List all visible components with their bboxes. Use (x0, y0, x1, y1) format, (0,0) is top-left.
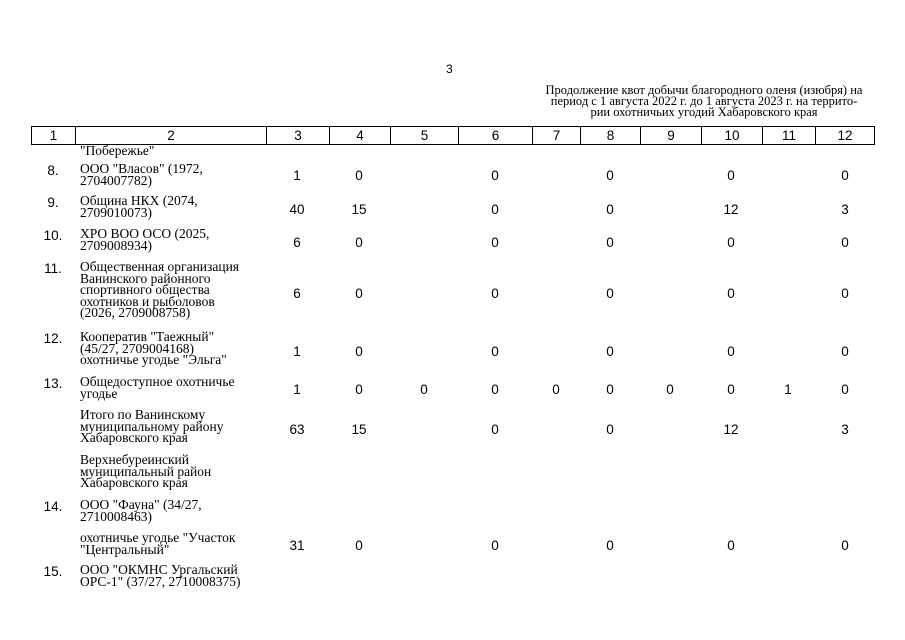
column-header: 3 (267, 127, 330, 145)
name-line: (2026, 2709008758) (80, 305, 191, 320)
name-line: Кооператив "Таежный" (80, 329, 215, 344)
quota-value-col10: 0 (727, 235, 735, 250)
name-line: Итого по Ванинскому (80, 407, 206, 422)
name-line: "Центральный" (80, 541, 170, 557)
column-header: 11 (763, 127, 816, 145)
row-number: 13. (43, 376, 63, 391)
name-line: охотников и рыболовов (80, 293, 215, 309)
quota-value-col10: 0 (727, 286, 735, 301)
name-line: ООО "Фауна" (34/27, (80, 497, 202, 512)
name-line: Общественная организация (80, 259, 240, 274)
quota-value-col4: 0 (355, 168, 363, 183)
quota-value-col10: 12 (723, 422, 739, 437)
column-header: 9 (641, 127, 702, 145)
name-line: угодье (80, 385, 118, 401)
quota-value-col3: 31 (289, 538, 305, 553)
hunting-ground-name (80, 532, 270, 555)
quota-value-col11: 1 (784, 382, 792, 397)
hunting-ground-name (80, 564, 270, 587)
quota-value-col8: 0 (606, 168, 614, 183)
name-line: Хабаровского края (80, 475, 188, 490)
quota-value-col12: 0 (841, 286, 849, 301)
row-number: 12. (43, 331, 63, 346)
hunting-ground-name (80, 145, 270, 157)
column-header: 1 (32, 127, 76, 145)
quota-value-col3: 40 (289, 202, 305, 217)
column-header: 4 (330, 127, 391, 145)
quota-value-col6: 0 (491, 344, 499, 359)
hunting-ground-name (80, 261, 270, 319)
name-line: охотничье угодье "Участок (80, 530, 236, 545)
heading-line: Продолжение квот добычи благородного оленя (изюбря) на (545, 83, 863, 97)
quota-value-col12: 0 (841, 344, 849, 359)
quota-value-col6: 0 (491, 382, 499, 397)
quota-value-col6: 0 (491, 286, 499, 301)
name-line: спортивного общества (80, 282, 210, 297)
name-line: ОРС-1" (37/27, 2710008375) (80, 573, 241, 589)
quota-value-col12: 0 (841, 168, 849, 183)
quota-value-col4: 0 (355, 344, 363, 359)
row-number: 14. (43, 499, 63, 514)
quota-value-col10: 0 (727, 344, 735, 359)
quota-value-col8: 0 (606, 286, 614, 301)
name-line: Хабаровского края (80, 430, 188, 445)
row-number: 10. (43, 228, 63, 243)
column-header: 5 (391, 127, 459, 145)
name-line: муниципальный район (80, 463, 212, 479)
name-line: 2709010073) (80, 204, 152, 220)
name-line: муниципальному району (80, 418, 224, 434)
quota-value-col6: 0 (491, 422, 499, 437)
quota-value-col3: 1 (293, 168, 301, 183)
column-header: 6 (459, 127, 533, 145)
name-line: Община НКХ (2074, (80, 193, 198, 208)
name-line: 2709008934) (80, 237, 152, 253)
quota-value-col8: 0 (606, 202, 614, 217)
name-line: Общедоступное охотничье (80, 374, 235, 389)
column-header: 8 (581, 127, 641, 145)
quota-value-col4: 0 (355, 235, 363, 250)
column-header: 10 (702, 127, 763, 145)
hunting-ground-name (80, 376, 270, 399)
quota-value-col12: 0 (841, 382, 849, 397)
quota-value-col3: 6 (293, 235, 301, 250)
quota-value-col4: 15 (351, 422, 367, 437)
hunting-ground-name (80, 228, 270, 251)
quota-value-col12: 0 (841, 235, 849, 250)
quota-value-col8: 0 (606, 344, 614, 359)
quota-value-col6: 0 (491, 168, 499, 183)
name-line: Верхнебуреинский (80, 452, 190, 467)
quota-value-col5: 0 (420, 382, 428, 397)
row-number: 8. (47, 163, 59, 178)
name-line: 2710008463) (80, 508, 152, 524)
row-number: 11. (44, 261, 62, 276)
quota-value-col12: 3 (841, 202, 849, 217)
name-line: (45/27, 2709004168) (80, 340, 194, 356)
row-number: 15. (43, 564, 63, 579)
quota-value-col12: 3 (841, 422, 849, 437)
hunting-ground-name (80, 163, 270, 186)
quota-value-col9: 0 (666, 382, 674, 397)
hunting-ground-name (80, 409, 270, 444)
name-line: охотничье угодье "Эльга" (80, 352, 227, 367)
name-line: "Побережье" (80, 143, 155, 158)
quota-value-col12: 0 (841, 538, 849, 553)
quota-value-col3: 1 (293, 344, 301, 359)
name-line: ООО "Власов" (1972, (80, 161, 203, 176)
hunting-ground-name (80, 454, 270, 489)
hunting-ground-name (80, 195, 270, 218)
quota-value-col4: 0 (355, 538, 363, 553)
quota-value-col6: 0 (491, 202, 499, 217)
name-line: 2704007782) (80, 172, 152, 188)
quota-value-col4: 0 (355, 286, 363, 301)
quota-value-col7: 0 (552, 382, 560, 397)
quota-value-col6: 0 (491, 235, 499, 250)
quota-value-col4: 15 (351, 202, 367, 217)
heading-line: период с 1 августа 2022 г. до 1 августа 2023 г. на террито- (550, 94, 858, 108)
quota-value-col8: 0 (606, 538, 614, 553)
quota-value-col10: 0 (727, 168, 735, 183)
quota-value-col6: 0 (491, 538, 499, 553)
quota-value-col10: 0 (727, 538, 735, 553)
row-number: 9. (47, 195, 59, 210)
quota-value-col10: 0 (727, 382, 735, 397)
quota-value-col4: 0 (355, 382, 363, 397)
name-line: ООО "ОКМНС Ургальский (80, 562, 238, 577)
quota-value-col8: 0 (606, 382, 614, 397)
column-header: 2 (76, 127, 267, 145)
quota-value-col10: 12 (723, 202, 739, 217)
page-number: 3 (446, 62, 453, 76)
hunting-ground-name (80, 499, 270, 522)
quota-value-col3: 1 (293, 382, 301, 397)
name-line: ХРО ВОО ОСО (2025, (80, 226, 210, 241)
quota-value-col8: 0 (606, 235, 614, 250)
quota-value-col3: 63 (289, 422, 305, 437)
column-header: 12 (816, 127, 875, 145)
heading-line: рии охотничьих угодий Хабаровского края (590, 105, 818, 119)
column-header: 7 (533, 127, 581, 145)
hunting-ground-name (80, 331, 270, 366)
name-line: Ванинского районного (80, 270, 211, 286)
quota-value-col3: 6 (293, 286, 301, 301)
quota-value-col8: 0 (606, 422, 614, 437)
